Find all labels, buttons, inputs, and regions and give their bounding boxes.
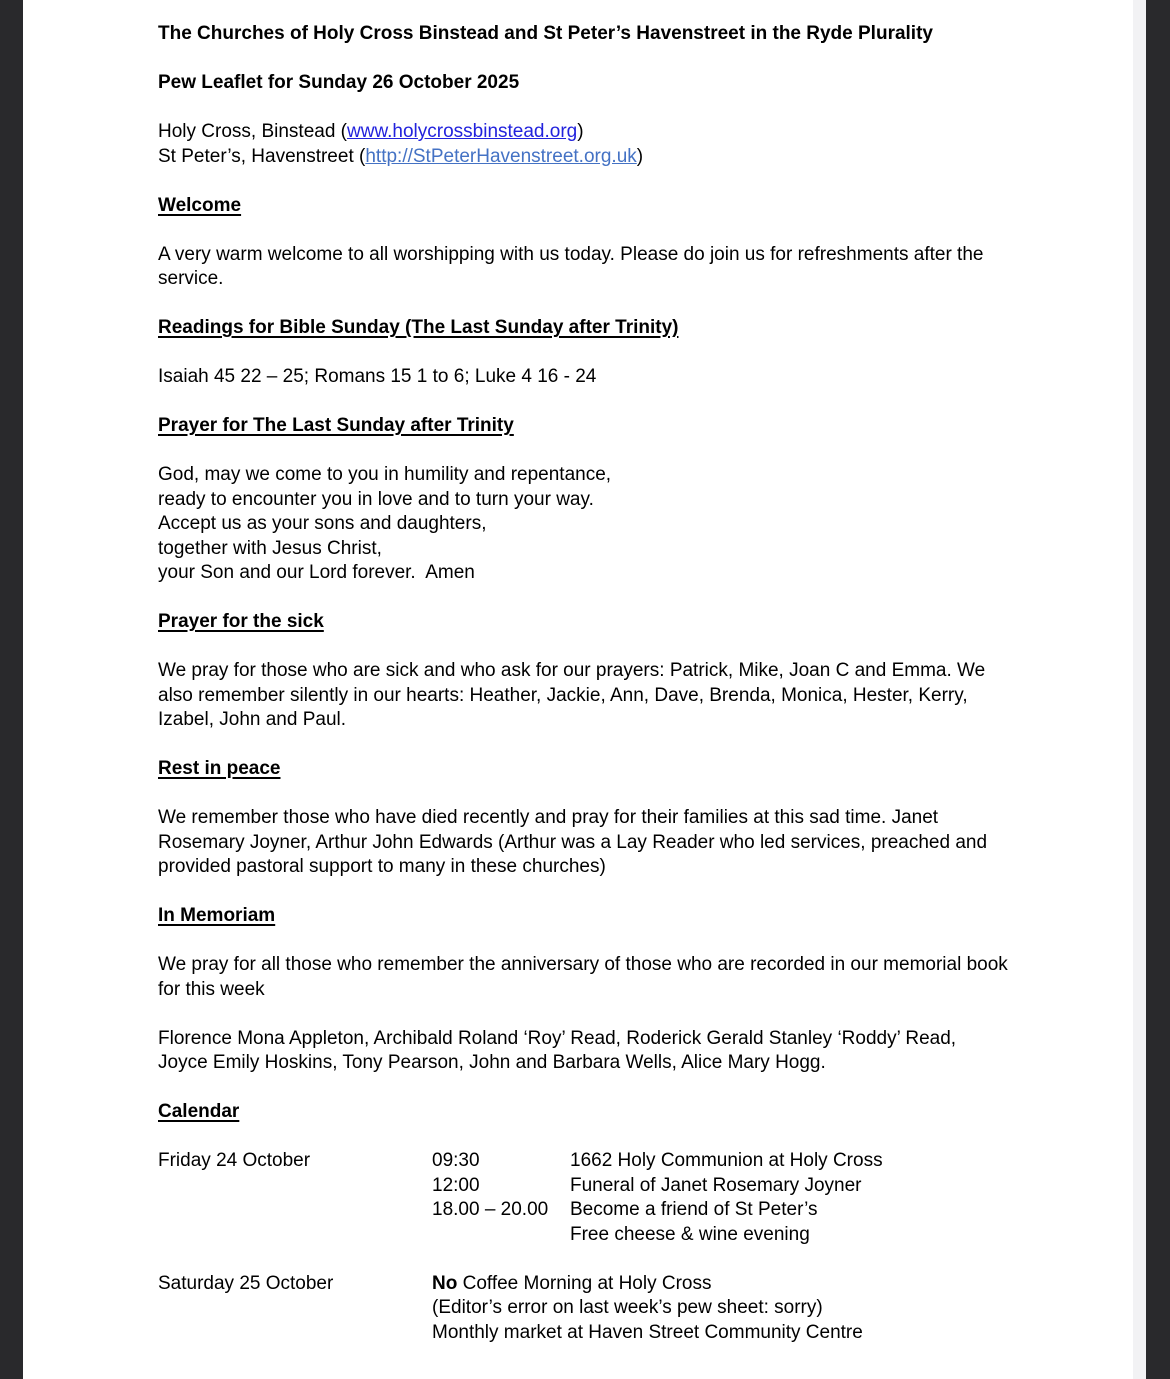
document-page — [23, 0, 1133, 1379]
church-websites — [158, 120, 1010, 169]
prayer-line: God, may we come to you in humility and repentance, — [158, 464, 612, 485]
calendar-date-spacer — [158, 1223, 432, 1248]
welcome-body: A very warm welcome to all worshipping with us today. Please do join us for refreshments after the service. — [158, 243, 984, 289]
prayer-line: your Son and our Lord forever. Amen — [158, 562, 475, 583]
st-peters-site-suffix: ) — [636, 145, 644, 167]
prayer-sick-body: We pray for those who are sick and who ask for our prayers: Patrick, Mike, Joan C and Emma. We also remember silently in our hearts: Heather, Jackie, Ann, Dave, Brenda, Monica, Hester, Kerry, Izabel, John and Paul. — [158, 660, 986, 730]
prayer-line: ready to encounter you in love and to turn your way. — [158, 488, 594, 510]
calendar-date-spacer — [158, 1321, 432, 1346]
calendar-date-spacer — [158, 1198, 432, 1223]
section-heading-rest-in-peace: Rest in peace — [158, 758, 281, 779]
viewer-background-left — [0, 0, 23, 1379]
readings-body: Isaiah 45 22 – 25; Romans 15 1 to 6; Luke 4 16 - 24 — [158, 366, 597, 387]
section-heading-prayer-trinity: Prayer for The Last Sunday after Trinity — [158, 415, 514, 436]
calendar-event-text: Coffee Morning at Holy Cross — [457, 1272, 712, 1294]
st-peters-link[interactable]: http://StPeterHavenstreet.org.uk — [365, 145, 637, 167]
section-heading-readings: Readings for Bible Sunday (The Last Sunday after Trinity) — [158, 317, 679, 338]
section-heading-in-memoriam: In Memoriam — [158, 905, 276, 926]
calendar-event — [432, 1272, 1010, 1297]
calendar-event: Free cheese & wine evening — [570, 1223, 810, 1245]
document-title: The Churches of Holy Cross Binstead and St Peter’s Havenstreet in the Ryde Plurality — [158, 23, 933, 44]
rest-in-peace-body: We remember those who have died recently and pray for their families at this sad time. Janet Rosemary Joyner, Arthur John Edwards (Arthur was a Lay Reader who led services, preached and provided pastoral support to many in these churches) — [158, 807, 988, 877]
calendar-event: (Editor’s error on last week’s pew sheet: sorry) — [432, 1297, 823, 1318]
calendar-day-friday — [158, 1149, 1010, 1247]
calendar-day-saturday — [158, 1272, 1010, 1346]
section-heading-calendar: Calendar — [158, 1101, 240, 1122]
holy-cross-site-prefix: Holy Cross, Binstead ( — [158, 121, 348, 142]
st-peters-site-prefix: St Peter’s, Havenstreet ( — [158, 145, 366, 167]
calendar-event: 1662 Holy Communion at Holy Cross — [570, 1150, 883, 1171]
prayer-line: Accept us as your sons and daughters, — [158, 513, 487, 534]
holy-cross-site-line — [158, 120, 1010, 145]
prayer-trinity-body — [158, 463, 1010, 586]
section-heading-welcome: Welcome — [158, 194, 242, 216]
calendar-time — [432, 1223, 570, 1248]
holy-cross-link[interactable]: www.holycrossbinstead.org — [347, 121, 578, 142]
holy-cross-site-suffix: ) — [577, 121, 584, 142]
calendar-event-emphasis: No — [432, 1272, 458, 1294]
viewer-background-right — [1146, 0, 1170, 1379]
in-memoriam-body: We pray for all those who remember the anniversary of those who are recorded in our memorial book for this week — [158, 954, 1008, 1000]
calendar-time: 18.00 – 20.00 — [432, 1199, 549, 1220]
calendar-date-spacer — [158, 1296, 432, 1321]
calendar-date-spacer — [158, 1174, 432, 1199]
calendar-time: 09:30 — [432, 1150, 480, 1171]
calendar-event: Funeral of Janet Rosemary Joyner — [570, 1174, 862, 1196]
leaflet-subtitle: Pew Leaflet for Sunday 26 October 2025 — [158, 72, 520, 93]
st-peters-site-line — [158, 145, 1010, 170]
calendar-time: 12:00 — [432, 1174, 480, 1196]
calendar-event: Monthly market at Haven Street Community Centre — [432, 1321, 863, 1343]
prayer-line: together with Jesus Christ, — [158, 537, 382, 559]
page-edge-gutter — [1133, 0, 1146, 1379]
in-memoriam-names: Florence Mona Appleton, Archibald Roland ‘Roy’ Read, Roderick Gerald Stanley ‘Roddy’ Read, Joyce Emily Hoskins, Tony Pearson, John and Barbara Wells, Alice Mary Hogg. — [158, 1027, 957, 1073]
calendar-event: Become a friend of St Peter’s — [570, 1199, 818, 1220]
calendar-date: Friday 24 October — [158, 1150, 311, 1171]
section-heading-prayer-sick: Prayer for the sick — [158, 611, 324, 632]
calendar-date: Saturday 25 October — [158, 1272, 334, 1294]
